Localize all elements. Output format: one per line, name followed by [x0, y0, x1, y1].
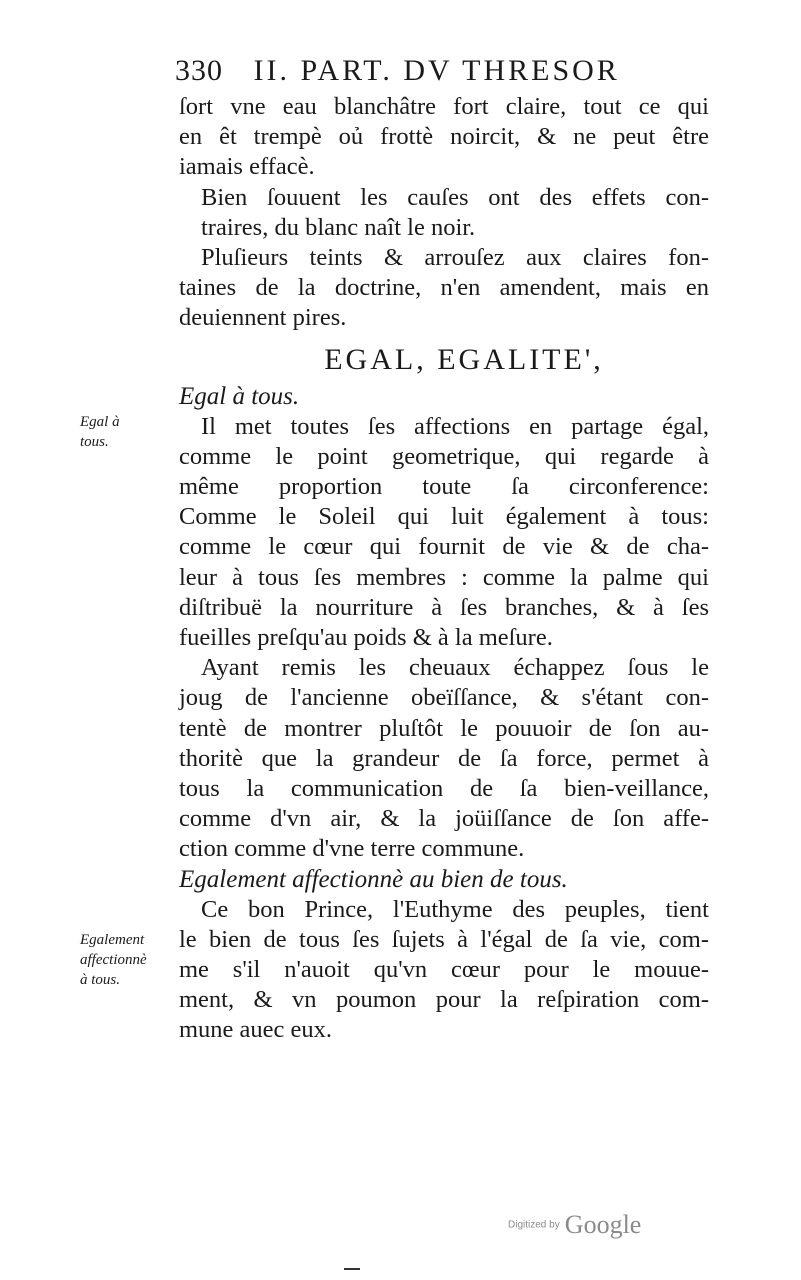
text-line: Bien ſouuent les cauſes ont des effets con- — [201, 183, 709, 211]
text-line: ction comme d'vne terre commune. — [179, 835, 525, 863]
text-line: thoritè que la grandeur de ſa force, permet à — [179, 744, 709, 772]
text-line: Ayant remis les cheuaux échappez ſous le — [201, 654, 709, 682]
google-logo: Google — [564, 1210, 642, 1239]
text-line: tous la communication de ſa bien-veillance, — [179, 774, 709, 802]
text-line: même proportion toute ſa circonference: — [179, 473, 709, 501]
text-line: ſort vne eau blanchâtre fort claire, tout ce qui — [179, 93, 709, 120]
margin-note-line: Egalement — [80, 932, 145, 948]
text-line: tentè de montrer pluſtôt le pouuoir de ſon au- — [179, 714, 709, 742]
margin-note-line: affectionnè — [80, 952, 147, 968]
margin-note-egalement — [80, 930, 175, 990]
subheading: Egal à tous. — [179, 382, 300, 410]
text-line: comme le point geometrique, qui regarde à — [179, 442, 709, 470]
section-heading: EGAL, EGALITE', — [324, 342, 604, 376]
text-line: en êt trempè oủ frottè noircit, & ne peut être — [179, 123, 709, 151]
text-line: mune auec eux. — [179, 1016, 333, 1044]
subheading: Egalement affectionnè au bien de tous. — [179, 865, 568, 893]
margin-note-line: Egal à — [80, 414, 120, 430]
digitized-watermark — [508, 1210, 678, 1250]
text-line: deuiennent pires. — [179, 304, 347, 332]
margin-note-line: tous. — [80, 434, 109, 450]
text-line: leur à tous ſes membres : comme la palme qui — [179, 563, 709, 591]
text-line: taines de la doctrine, n'en amendent, mais en — [179, 274, 709, 302]
text-line: Il met toutes ſes affections en partage égal, — [201, 412, 709, 440]
body-text — [179, 92, 709, 1046]
text-line: diſtribuë la nourriture à ſes branches, & à ſes — [179, 593, 709, 621]
text-line: joug de l'ancienne obeïſſance, & s'étant con- — [179, 684, 709, 712]
margin-note-line: à tous. — [80, 972, 121, 988]
running-head — [175, 54, 715, 90]
text-line: comme d'vn air, & la joüiſſance de ſon affe- — [179, 805, 709, 833]
text-line: Pluſieurs teints & arrouſez aux claires fon- — [201, 243, 709, 271]
margin-note-egal — [80, 412, 175, 452]
running-title: II. PART. DV THRESOR — [253, 54, 620, 87]
text-line: iamais effacè. — [179, 153, 315, 181]
page-number: 330 — [175, 54, 223, 87]
text-line: Ce bon Prince, l'Euthyme des peuples, tient — [201, 895, 709, 923]
text-line: fueilles preſqu'au poids & à la meſure. — [179, 624, 553, 651]
watermark-prefix: Digitized by — [508, 1219, 560, 1231]
text-line: Comme le Soleil qui luit également à tous: — [179, 503, 709, 531]
text-line: ment, & vn poumon pour la reſpiration com- — [179, 986, 709, 1014]
text-line: traires, du blanc naît le noir. — [201, 213, 476, 241]
page-bottom-mark — [344, 1268, 360, 1270]
text-line: le bien de tous ſes ſujets à l'égal de ſa vie, com- — [179, 925, 709, 953]
text-line: comme le cœur qui fournit de vie & de cha- — [179, 533, 709, 561]
text-line: me s'il n'auoit qu'vn cœur pour le mouue- — [179, 956, 709, 984]
